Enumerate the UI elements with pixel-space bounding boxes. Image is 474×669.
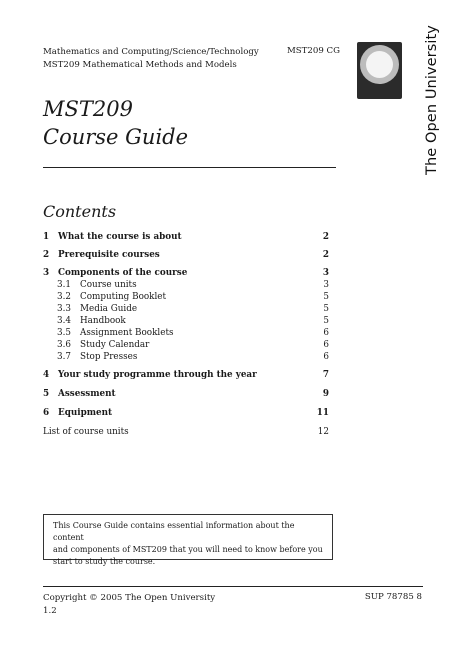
note-line-3: start to study the course.: [53, 557, 156, 566]
footer-sup-code: SUP 78785 8: [364, 592, 422, 602]
table-of-contents: [43, 232, 329, 439]
university-name: The Open University: [424, 25, 440, 175]
toc-entry-4[interactable]: 4 Your study programme through the year 7: [43, 370, 329, 380]
open-university-logo-icon: [357, 42, 402, 99]
page-title: [43, 95, 188, 151]
title-divider: [43, 167, 336, 168]
header-line-2: MST209 Mathematical Methods and Models: [43, 60, 237, 70]
toc-entry-2[interactable]: 2 Prerequisite courses 2: [43, 250, 329, 260]
toc-entry-list-of-units[interactable]: List of course units 12: [43, 427, 329, 437]
version-text: 1.2: [43, 606, 57, 616]
toc-entry-1[interactable]: 1 What the course is about 2: [43, 232, 329, 242]
toc-entry-3-5[interactable]: 3.5 Assignment Booklets 6: [57, 328, 329, 338]
header-line-1: Mathematics and Computing/Science/Technology: [43, 47, 259, 57]
title-line-2: Course Guide: [43, 125, 189, 149]
note-line-2: and components of MST209 that you will need to know before you: [53, 545, 323, 554]
course-guide-note-box: [43, 514, 333, 566]
footer-divider: [43, 586, 423, 587]
toc-entry-3-6[interactable]: 3.6 Study Calendar 6: [57, 340, 329, 350]
toc-entry-3[interactable]: 3 Components of the course 3: [43, 268, 329, 278]
header-series: [43, 46, 259, 72]
footer-copyright-block: [43, 592, 215, 618]
toc-entry-3-3[interactable]: 3.3 Media Guide 5: [57, 304, 329, 314]
toc-entry-3-2[interactable]: 3.2 Computing Booklet 5: [57, 292, 329, 302]
contents-heading: Contents: [43, 202, 117, 221]
toc-entry-3-4[interactable]: 3.4 Handbook 5: [57, 316, 329, 326]
toc-entry-6[interactable]: 6 Equipment 11: [43, 408, 329, 418]
header-course-code: MST209 CG: [287, 46, 340, 56]
university-name-vertical: [422, 25, 442, 175]
copyright-text: Copyright © 2005 The Open University: [43, 593, 216, 603]
toc-entry-5[interactable]: 5 Assessment 9: [43, 389, 329, 399]
title-line-1: MST209: [43, 97, 133, 121]
toc-entry-3-1[interactable]: 3.1 Course units 3: [57, 280, 329, 290]
note-line-1: This Course Guide contains essential information about the content: [53, 521, 295, 542]
toc-entry-3-7[interactable]: 3.7 Stop Presses 6: [57, 352, 329, 362]
